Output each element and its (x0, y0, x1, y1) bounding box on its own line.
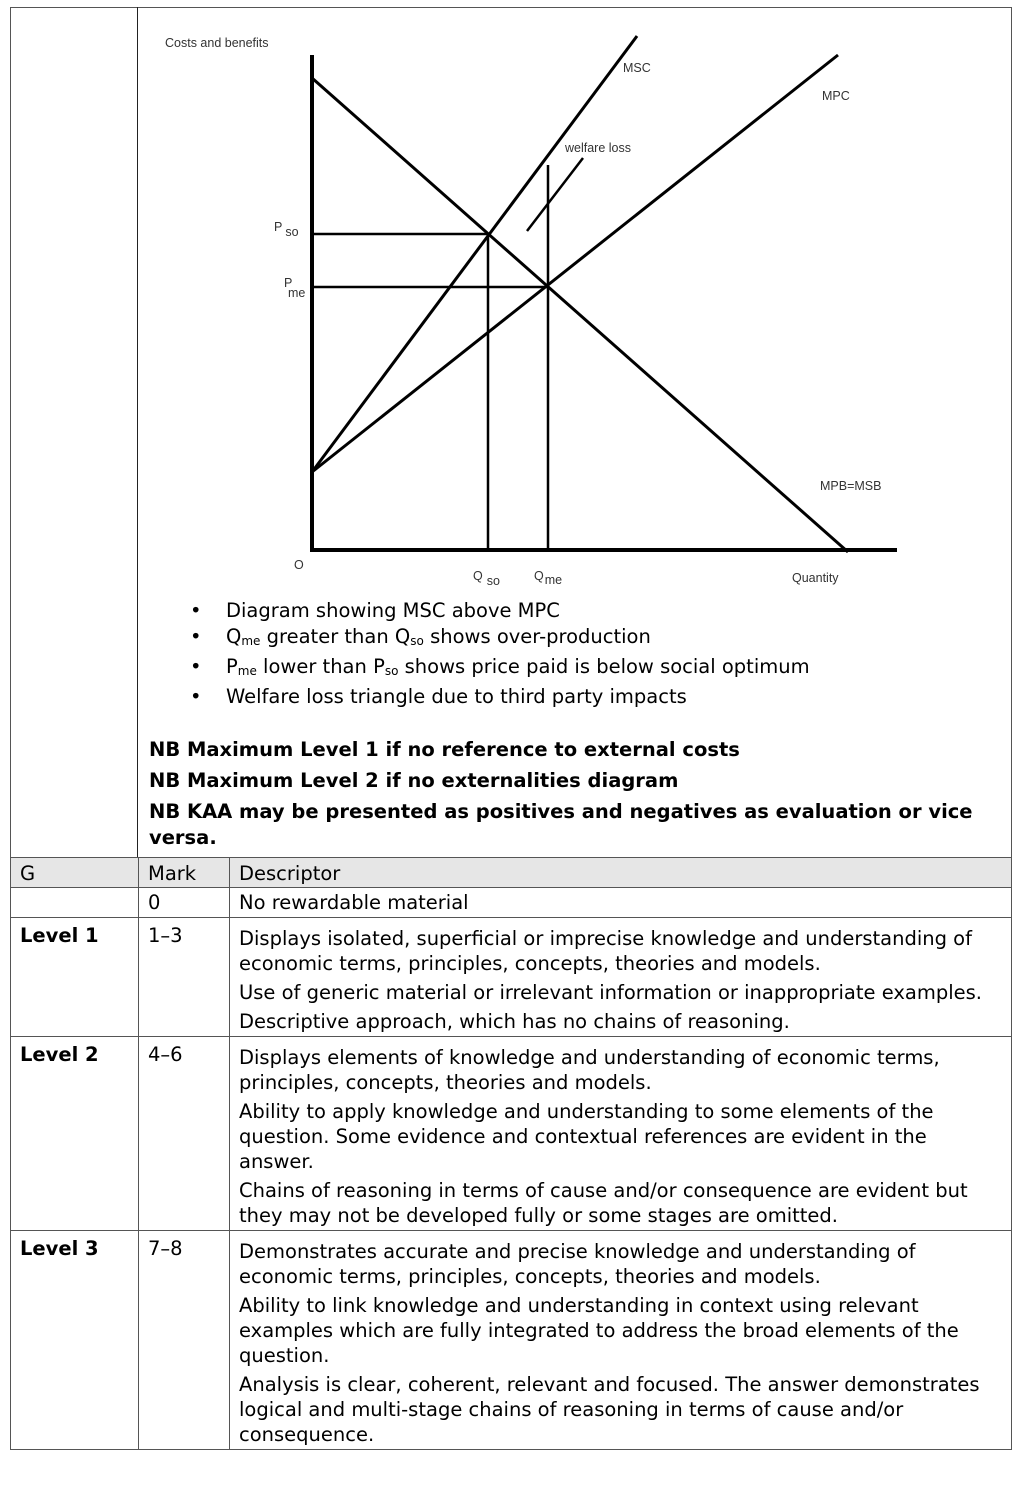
descriptor-cell: Demonstrates accurate and precise knowledge and understanding of economic terms, principles, concepts, theories and models. Ability to link knowledge and understanding in context using relevant examples which are fully integrated to address the broad elements of the question. Analysis is clear, coherent, relevant and focused. The answer demonstrates logical and multi-stage chains of reasoning in terms of cause and/or consequence. (230, 1231, 1012, 1450)
nb-note: NB Maximum Level 1 if no reference to external costs (149, 738, 740, 761)
mark-cell: 7–8 (139, 1231, 230, 1450)
bullet-icon: • (190, 599, 202, 622)
criteria-item: • $P_{me}$ lower than $P_{so}$ shows price paid is below social optimum (190, 655, 810, 678)
origin-label: O (294, 558, 304, 572)
table-row (11, 888, 1012, 918)
criteria-item: • Welfare loss triangle due to third party impacts (190, 685, 687, 708)
table-header-row (11, 858, 1012, 888)
q-me-label: Qme (534, 569, 563, 587)
criteria-item: • Diagram showing MSC above MPC (190, 599, 560, 622)
msc-label: MSC (623, 61, 651, 75)
header-mark: Mark (139, 858, 230, 888)
nb-note: NB Maximum Level 2 if no externalities diagram (149, 769, 679, 792)
externality-diagram (0, 0, 1022, 600)
p-so-label: P so (274, 220, 299, 239)
level-descriptor-table (10, 857, 1012, 1450)
welfare-loss-label: welfare loss (565, 141, 631, 155)
table-row (11, 1037, 1012, 1231)
welfare-loss-pointer (527, 158, 583, 231)
y-axis-label: Costs and benefits (165, 36, 269, 50)
descriptor-cell: Displays elements of knowledge and understanding of economic terms, principles, concepts, theories and models. Ability to apply knowledge and understanding to some elements of the question. Some evidence and contextual references are evident in the answer. Chains of reasoning in terms of cause and/or consequence are evident but they may not be developed fully or some stages are omitted. (230, 1037, 1012, 1231)
mark-cell: 4–6 (139, 1037, 230, 1231)
table-row (11, 918, 1012, 1037)
descriptor-cell: No rewardable material (230, 888, 1012, 918)
bullet-icon: • (190, 625, 202, 648)
level-cell: Level 2 (11, 1037, 139, 1231)
header-descriptor: Descriptor (230, 858, 1012, 888)
descriptor-cell: Displays isolated, superficial or imprecise knowledge and understanding of economic terms, principles, concepts, theories and models. Use of generic material or irrelevant information or inappropriate examples. Descriptive approach, which has no chains of reasoning. (230, 918, 1012, 1037)
bullet-icon: • (190, 655, 202, 678)
mark-cell: 0 (139, 888, 230, 918)
mark-cell: 1–3 (139, 918, 230, 1037)
level-cell (11, 888, 139, 918)
criteria-item: • $Q_{me}$ greater than $Q_{so}$ shows over-production (190, 625, 651, 648)
q-so-label: Q so (473, 569, 500, 588)
bullet-icon: • (190, 685, 202, 708)
mpc-label: MPC (822, 89, 850, 103)
level-cell: Level 3 (11, 1231, 139, 1450)
nb-note: NB KAA may be presented as positives and negatives as evaluation or vice versa. (149, 800, 973, 849)
table-row (11, 1231, 1012, 1450)
x-axis-label: Quantity (792, 571, 839, 585)
demand-label: MPB=MSB (820, 479, 882, 493)
nb-notes (149, 737, 999, 856)
diagram-criteria-list (190, 598, 810, 710)
header-g: G (11, 858, 139, 888)
p-me-label: P me (284, 276, 306, 300)
level-cell: Level 1 (11, 918, 139, 1037)
